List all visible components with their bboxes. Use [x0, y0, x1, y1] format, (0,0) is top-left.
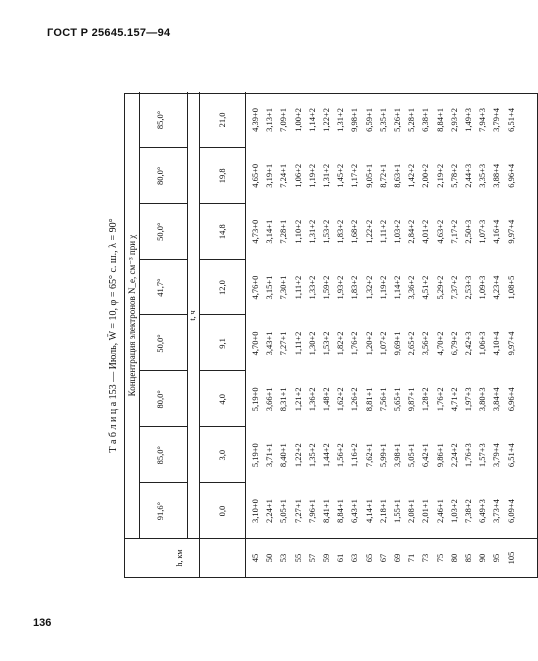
- concentration-value: 1,35+2: [306, 443, 317, 468]
- height-value: 45: [250, 553, 260, 563]
- concentration-value: 1,22+2: [363, 219, 374, 244]
- concentration-value: 1,30+2: [306, 331, 317, 356]
- concentration-value: 1,17+2: [349, 163, 360, 188]
- height-value: 53: [278, 553, 289, 563]
- concentration-value: 1,62+2: [335, 387, 346, 412]
- concentration-value: 5,65+1: [392, 387, 402, 412]
- concentration-value: 1,97+3: [463, 387, 473, 412]
- concentration-value: 1,19+2: [306, 163, 317, 188]
- concentration-value: 3,14+1: [264, 219, 275, 244]
- concentration-value: 1,49+3: [463, 107, 473, 132]
- concentration-value: 3,19+1: [264, 163, 275, 188]
- concentration-value: 1,56+2: [335, 443, 346, 468]
- concentration-value: 9,86+1: [434, 443, 445, 468]
- rotated-table-block: [108, 93, 538, 578]
- page-number: 136: [33, 617, 52, 629]
- concentration-value: 1,21+2: [292, 387, 303, 412]
- concentration-value: 5,28+1: [406, 107, 417, 132]
- angle-header: 80,0°: [155, 166, 165, 185]
- angle-header: 41,7°: [155, 278, 165, 297]
- concentration-value: 4,63+2: [434, 219, 445, 244]
- concentration-value: 4,71+2: [448, 387, 459, 412]
- concentration-value: 9,87+1: [406, 387, 417, 412]
- time-header: 3,0: [217, 449, 227, 461]
- height-value: 61: [335, 553, 346, 563]
- concentration-value: 1,76+2: [434, 387, 445, 412]
- concentration-value: 9,05+1: [363, 163, 374, 188]
- concentration-value: 5,26+1: [392, 107, 402, 132]
- concentration-value: 4,51+2: [420, 275, 431, 300]
- time-header: 19,8: [217, 168, 227, 184]
- concentration-value: 1,55+1: [392, 499, 402, 524]
- concentration-value: 3,79+4: [491, 443, 502, 468]
- angle-header: 85,0°: [155, 110, 165, 130]
- concentration-value: 7,27+1: [292, 499, 303, 524]
- time-header: 14,8: [217, 224, 227, 240]
- angle-header: 85,0°: [155, 446, 165, 465]
- concentration-value: 3,15+1: [264, 275, 275, 300]
- concentration-value: 2,44+3: [463, 163, 473, 188]
- time-header: 21,0: [217, 112, 227, 128]
- concentration-value: 1,68+2: [349, 219, 360, 244]
- concentration-value: 1,03+2: [448, 499, 459, 524]
- concentration-value: 1,32+2: [363, 275, 374, 300]
- concentration-value: 1,57+3: [477, 443, 488, 468]
- concentration-value: 1,45+2: [335, 163, 346, 188]
- concentration-value: 1,11+2: [292, 275, 303, 300]
- concentration-value: 5,19+0: [250, 443, 260, 468]
- concentration-value: 7,27+1: [278, 331, 289, 356]
- concentration-value: 4,76+0: [250, 275, 260, 300]
- concentration-value: 7,56+1: [377, 387, 388, 412]
- concentration-value: 7,62+1: [363, 443, 374, 468]
- concentration-value: 1,36+2: [306, 387, 317, 412]
- time-row-label: t, ч: [188, 310, 197, 321]
- concentration-value: 4,39+0: [250, 107, 260, 132]
- concentration-value: 3,79+4: [491, 107, 502, 132]
- height-value: 105: [505, 551, 516, 565]
- concentration-value: 8,40+1: [278, 443, 289, 468]
- concentration-value: 1,09+3: [477, 275, 488, 300]
- concentration-value: 6,09+4: [505, 499, 516, 524]
- document-header: ГОСТ Р 25645.157—94: [47, 27, 171, 39]
- concentration-value: 9,97+4: [505, 331, 516, 356]
- height-value: 59: [321, 553, 331, 563]
- concentration-value: 8,31+1: [278, 387, 289, 412]
- concentration-value: 3,88+4: [491, 163, 502, 188]
- concentration-value: 1,03+2: [392, 219, 402, 244]
- height-value: 57: [306, 553, 317, 563]
- concentration-value: 6,79+2: [448, 331, 459, 356]
- concentration-value: 4,01+2: [420, 219, 431, 244]
- concentration-value: 6,51+4: [505, 107, 516, 132]
- concentration-value: 3,35+3: [477, 163, 488, 188]
- height-value: 69: [392, 553, 402, 563]
- height-value: 90: [477, 553, 488, 563]
- concentration-value: 7,24+1: [278, 163, 289, 188]
- concentration-value: 1,22+2: [321, 107, 331, 132]
- concentration-value: 1,44+2: [321, 443, 331, 468]
- concentration-value: 4,65+0: [250, 163, 260, 188]
- height-value: 63: [349, 553, 360, 563]
- concentration-value: 6,51+4: [505, 443, 516, 468]
- height-value: 85: [463, 553, 473, 563]
- concentration-value: 1,33+2: [306, 275, 317, 300]
- concentration-value: 7,94+3: [477, 107, 488, 132]
- concentration-value: 1,14+2: [392, 275, 402, 300]
- concentration-value: 5,05+1: [406, 443, 417, 468]
- concentration-value: 1,76+2: [349, 331, 360, 356]
- concentration-value: 3,43+1: [264, 331, 275, 356]
- concentration-value: 5,05+1: [278, 499, 289, 524]
- concentration-value: 2,01+1: [420, 499, 431, 524]
- concentration-value: 1,53+2: [321, 331, 331, 356]
- time-header: 4,0: [217, 394, 227, 405]
- concentration-value: 2,65+2: [406, 331, 417, 356]
- height-value: 95: [491, 553, 502, 563]
- concentration-value: 9,69+1: [392, 331, 402, 356]
- concentration-value: 2,93+2: [448, 107, 459, 132]
- concentration-value: 4,70+2: [434, 331, 445, 356]
- concentration-value: 2,24+1: [264, 499, 275, 524]
- concentration-value: 6,38+1: [420, 107, 431, 132]
- concentration-value: 2,53+3: [463, 275, 473, 300]
- concentration-value: 1,07+2: [377, 331, 388, 356]
- concentration-value: 2,19+2: [434, 163, 445, 188]
- concentration-value: 3,66+1: [264, 387, 275, 412]
- concentration-value: 7,30+1: [278, 275, 289, 300]
- concentration-value: 1,14+2: [306, 107, 317, 132]
- concentration-value: 1,20+2: [363, 331, 374, 356]
- height-value: 67: [377, 553, 388, 563]
- concentration-value: 3,36+2: [406, 275, 417, 300]
- concentration-value: 1,93+2: [335, 275, 346, 300]
- concentration-value: 4,14+1: [363, 499, 374, 524]
- concentration-value: 1,59+2: [321, 275, 331, 300]
- concentration-value: 7,96+1: [306, 499, 317, 524]
- concentration-value: 1,16+2: [349, 443, 360, 468]
- concentration-label: Концентрация электронов N_e, см⁻³ при χ: [127, 234, 137, 397]
- height-value: 50: [264, 553, 275, 563]
- concentration-value: 7,17+2: [448, 219, 459, 244]
- concentration-value: 8,81+1: [363, 387, 374, 412]
- concentration-value: 3,56+2: [420, 331, 431, 356]
- concentration-value: 2,18+1: [377, 499, 388, 524]
- concentration-value: 6,59+1: [363, 107, 374, 132]
- angle-header: 50,0°: [155, 222, 165, 241]
- concentration-value: 2,84+2: [406, 219, 417, 244]
- concentration-value: 6,49+3: [477, 499, 488, 524]
- concentration-value: 3,13+1: [264, 107, 275, 132]
- concentration-value: 7,38+2: [463, 499, 473, 524]
- concentration-value: 6,96+4: [505, 163, 516, 188]
- concentration-value: 1,31+2: [306, 219, 317, 244]
- concentration-value: 8,41+1: [321, 499, 331, 524]
- concentration-value: 3,73+4: [491, 499, 502, 524]
- height-value: 73: [420, 553, 431, 563]
- angle-header: 50,0°: [155, 334, 165, 353]
- concentration-value: 2,00+2: [420, 163, 431, 188]
- concentration-value: 2,42+3: [463, 331, 473, 356]
- concentration-value: 7,37+2: [448, 275, 459, 300]
- height-value: 80: [448, 553, 459, 563]
- concentration-value: 9,97+4: [505, 219, 516, 244]
- concentration-value: 3,71+1: [264, 443, 275, 468]
- concentration-value: 1,11+2: [377, 219, 388, 244]
- concentration-value: 5,19+0: [250, 387, 260, 412]
- concentration-value: 8,72+1: [377, 163, 388, 188]
- concentration-value: 1,06+2: [292, 163, 303, 188]
- time-header: 12,0: [217, 280, 227, 295]
- concentration-value: 2,50+3: [463, 219, 473, 244]
- height-value: 55: [292, 553, 303, 563]
- height-value: 65: [363, 553, 374, 563]
- concentration-value: 1,82+2: [335, 331, 346, 356]
- concentration-value: 4,10+4: [491, 331, 502, 356]
- concentration-value: 1,83+2: [349, 275, 360, 300]
- concentration-value: 1,76+3: [463, 443, 473, 468]
- concentration-value: 1,53+2: [321, 219, 331, 244]
- angle-header: 91,6°: [155, 501, 165, 521]
- concentration-value: 8,84+1: [335, 499, 346, 524]
- concentration-value: 7,09+1: [278, 107, 289, 132]
- concentration-value: 7,28+1: [278, 219, 289, 244]
- concentration-value: 1,08+5: [505, 275, 516, 300]
- time-header: 9,1: [217, 338, 227, 349]
- concentration-value: 4,16+4: [491, 219, 502, 244]
- concentration-value: 3,98+1: [392, 443, 402, 468]
- concentration-value: 5,78+2: [448, 163, 459, 188]
- concentration-value: 2,24+2: [448, 443, 459, 468]
- concentration-value: 5,29+2: [434, 275, 445, 300]
- concentration-value: 1,48+2: [321, 387, 331, 412]
- concentration-value: 1,42+2: [406, 163, 417, 188]
- concentration-value: 1,83+2: [335, 219, 346, 244]
- concentration-value: 1,00+2: [292, 107, 303, 132]
- concentration-value: 3,84+4: [491, 387, 502, 412]
- concentration-value: 1,28+2: [420, 387, 431, 412]
- concentration-value: 8,84+1: [434, 107, 445, 132]
- concentration-value: 1,10+2: [292, 219, 303, 244]
- concentration-value: 3,10+0: [250, 499, 260, 524]
- concentration-value: 9,98+1: [349, 107, 360, 132]
- concentration-value: 1,31+2: [321, 163, 331, 188]
- time-header: 0,0: [217, 505, 227, 517]
- concentration-value: 2,08+1: [406, 499, 417, 524]
- concentration-value: 6,43+1: [349, 499, 360, 524]
- table-caption: Т а б л и ц а 153 — Июль, W̄ = 10, φ = 65° с. ш., λ = 90°: [108, 218, 119, 453]
- concentration-value: 1,19+2: [377, 275, 388, 300]
- concentration-value: 6,96+4: [505, 387, 516, 412]
- concentration-value: 1,11+2: [292, 331, 303, 356]
- concentration-value: 8,63+1: [392, 163, 402, 188]
- angle-header: 80,0°: [155, 390, 165, 409]
- concentration-value: 1,06+3: [477, 331, 488, 356]
- concentration-value: 4,70+0: [250, 331, 260, 356]
- concentration-value: 3,80+3: [477, 387, 488, 412]
- concentration-value: 2,46+1: [434, 499, 445, 524]
- concentration-value: 1,26+2: [349, 387, 360, 412]
- height-value: 71: [406, 553, 417, 563]
- concentration-value: 6,42+1: [420, 443, 431, 468]
- concentration-value: 4,73+0: [250, 219, 260, 244]
- concentration-value: 1,07+3: [477, 219, 488, 244]
- data-table: [124, 93, 538, 578]
- height-value: 75: [434, 553, 445, 563]
- concentration-value: 5,35+1: [377, 107, 388, 132]
- concentration-value: 4,23+4: [491, 275, 502, 300]
- concentration-value: 1,22+2: [292, 443, 303, 468]
- concentration-value: 1,31+2: [335, 107, 346, 132]
- h-column-label: h, км: [175, 549, 184, 567]
- concentration-value: 5,99+1: [377, 443, 388, 468]
